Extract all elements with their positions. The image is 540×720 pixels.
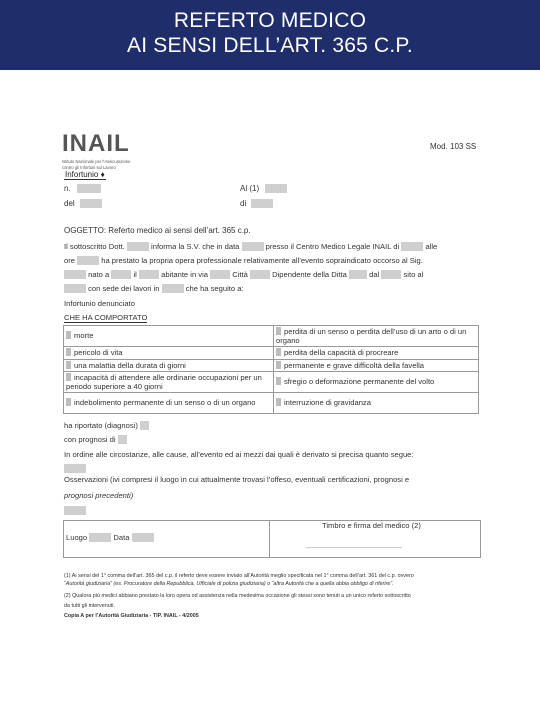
address-field[interactable] <box>64 284 86 293</box>
outcome-cell[interactable] <box>274 372 479 393</box>
infortunio-heading: Infortunio ♦ <box>65 170 105 179</box>
outcome-cell[interactable] <box>64 347 274 360</box>
body-text: abitante in via <box>161 270 208 279</box>
footnote-2b: da tutti gli intervenuti. <box>64 603 115 609</box>
prognosis-label: con prognosi di <box>64 435 116 444</box>
title-line-1: REFERTO MEDICO <box>173 9 367 32</box>
checkbox[interactable] <box>66 348 71 356</box>
form-code: Mod. 103 SS <box>430 142 477 151</box>
observations-line-2: prognosi precedenti) <box>64 491 134 500</box>
checkbox[interactable] <box>276 327 281 335</box>
title-line-2: AI SENSI DELL’ART. 365 C.P. <box>127 34 413 57</box>
footnote-1a: (1) Ai sensi del 1° comma dell’art. 365 del c.p. il referto deve essere inviato all’Autorità meglio specificata nel 1° comma dell’art. 361 del c.p. ovvero <box>64 573 414 579</box>
number-label: n. <box>64 184 71 193</box>
body-text: ha prestato la propria opera professionale relativamente all’evento sopraindicato occorso al Sig. <box>101 256 423 265</box>
al-label: Al (1) <box>240 184 260 193</box>
title-banner <box>0 0 540 70</box>
checkbox[interactable] <box>66 398 71 406</box>
doctor-field[interactable] <box>127 242 149 251</box>
row-number <box>64 184 101 193</box>
diagnosis-field[interactable] <box>140 421 149 430</box>
body-text: dal <box>369 270 380 279</box>
footnote-2a: (2) Qualora più medici abbiano prestato la loro opera od assistenza nella medesima occasione gli stessi sono tenuti a un unico referto sottoscritto <box>64 593 411 599</box>
center-field[interactable] <box>401 242 423 251</box>
observations-line-1: Osservazioni (ivi compresi il luogo in cui attualmente trovasi l’offeso, eventuali certificazioni, prognosi e <box>64 475 410 484</box>
al-field[interactable] <box>265 184 287 193</box>
outcome-label: pericolo di vita <box>74 348 123 357</box>
date-label: Data <box>113 533 130 542</box>
body-line-1 <box>64 242 437 251</box>
table-row <box>64 393 479 414</box>
place-date-row <box>66 533 154 542</box>
outcome-label: morte <box>74 331 94 341</box>
row-di <box>240 199 273 208</box>
body-text: nato a <box>88 270 110 279</box>
signature-line[interactable]: ------------------------------------------------ <box>306 545 402 551</box>
table-row <box>64 347 479 360</box>
che-ha-comportato: CHE HA COMPORTATO <box>64 313 148 322</box>
name-field[interactable] <box>64 270 86 279</box>
body-line-4 <box>64 284 244 293</box>
diagnosis-row <box>64 421 149 430</box>
signature-box <box>63 520 481 558</box>
body-line-2 <box>64 256 423 265</box>
body-text: presso il Centro Medico Legale INAIL di <box>265 242 400 251</box>
di-field[interactable] <box>251 199 273 208</box>
body-text: informa la S.V. che in data <box>151 242 240 251</box>
outcome-label: permanente e grave difficoltà della favella <box>284 360 425 370</box>
number-field[interactable] <box>77 184 101 193</box>
outcome-cell[interactable] <box>274 393 479 414</box>
infortunio-denunciato: Infortunio denunciato <box>64 299 135 308</box>
observations-field[interactable] <box>64 506 86 515</box>
outcome-cell[interactable] <box>64 326 274 347</box>
body-text: Dipendente della Ditta <box>272 270 347 279</box>
outcome-cell[interactable] <box>274 347 479 360</box>
body-text: Il sottoscritto Dott. <box>64 242 125 251</box>
birthplace-field[interactable] <box>111 270 131 279</box>
outcome-label: interruzione di gravidanza <box>284 398 371 408</box>
outcome-label: una malattia della durata di giorni <box>74 360 186 370</box>
checkbox[interactable] <box>276 377 281 385</box>
row-al <box>240 184 287 193</box>
row-del <box>64 199 102 208</box>
outcome-label: indebolimento permanente di un senso o di un organo <box>74 398 256 408</box>
city-field[interactable] <box>250 270 270 279</box>
footnote-1b: “Autorità giudiziaria” (es. Procuratore della Repubblica, Ufficiale di polizia giudiziaria) o “altra Autorità che a quella abbia obbligo di riferire”. <box>64 581 394 587</box>
date-field[interactable] <box>242 242 264 251</box>
prognosis-row <box>64 435 127 444</box>
outcome-cell[interactable] <box>274 359 479 372</box>
table-row <box>64 372 479 393</box>
body-text: che ha seguito a: <box>185 284 244 293</box>
outcome-table <box>63 325 479 414</box>
hour-field[interactable] <box>77 256 99 265</box>
table-row <box>64 359 479 372</box>
place-date-cell <box>64 521 270 557</box>
body-text: alle <box>425 242 438 251</box>
street-field[interactable] <box>210 270 230 279</box>
circumstances-text: In ordine alle circostanze, alle cause, all’evento ed ai mezzi dai quali è derivato si precisa quanto segue: <box>64 450 414 459</box>
sign-date-field[interactable] <box>132 533 154 542</box>
body-text: con sede dei lavori in <box>88 284 160 293</box>
observations-field-row <box>64 506 86 515</box>
place-field[interactable] <box>89 533 111 542</box>
circumstances-field[interactable] <box>64 464 86 473</box>
oggetto: OGGETTO: Referto medico ai sensi dell’art. 365 c.p. <box>64 226 251 235</box>
stamp-signature-label: Timbro e firma del medico (2) <box>322 521 421 530</box>
body-text: ore <box>64 256 75 265</box>
outcome-label: incapacità di attendere alle ordinarie occupazioni per un periodo superiore a 40 giorni <box>66 373 262 391</box>
place-label: Luogo <box>66 533 88 542</box>
checkbox[interactable] <box>276 398 281 406</box>
checkbox[interactable] <box>66 331 71 339</box>
body-text: Città <box>232 270 248 279</box>
outcome-cell[interactable] <box>64 393 274 414</box>
outcome-label: perdita della capacità di procreare <box>284 348 399 357</box>
inail-logo <box>62 130 130 170</box>
logo-sub-2: contro gli Infortuni sul Lavoro <box>62 165 116 170</box>
logo-word: INAIL <box>62 130 130 157</box>
body-text: sito al <box>403 270 424 279</box>
di-label: di <box>240 199 247 208</box>
body-line-3 <box>64 270 423 279</box>
logo-sub-1: Istituto Nazionale per l’Assicurazione <box>62 159 131 164</box>
checkbox[interactable] <box>66 373 71 381</box>
del-field[interactable] <box>80 199 102 208</box>
diagnosis-label: ha riportato (diagnosi) <box>64 421 138 430</box>
del-label: del <box>64 199 75 208</box>
outcome-cell[interactable] <box>64 372 274 393</box>
outcome-label: sfregio o deformazione permanente del volto <box>284 377 435 387</box>
body-text: il <box>133 270 137 279</box>
outcome-cell[interactable] <box>274 326 479 347</box>
work-site-field[interactable] <box>162 284 184 293</box>
table-row <box>64 326 479 347</box>
checkbox[interactable] <box>276 361 281 369</box>
birthdate-field[interactable] <box>139 270 159 279</box>
prognosis-field[interactable] <box>118 435 127 444</box>
checkbox[interactable] <box>66 361 71 369</box>
outcome-label: perdita di un senso o perdita dell’uso di un arto o di un organo <box>276 327 467 345</box>
copy-label: Copia A per l’Autorità Giudiziaria - TIP. INAIL - 4/2005 <box>64 613 199 619</box>
circumstances-field-row <box>64 464 86 473</box>
checkbox[interactable] <box>276 348 281 356</box>
outcome-cell[interactable] <box>64 359 274 372</box>
company-field[interactable] <box>349 270 367 279</box>
since-field[interactable] <box>381 270 401 279</box>
